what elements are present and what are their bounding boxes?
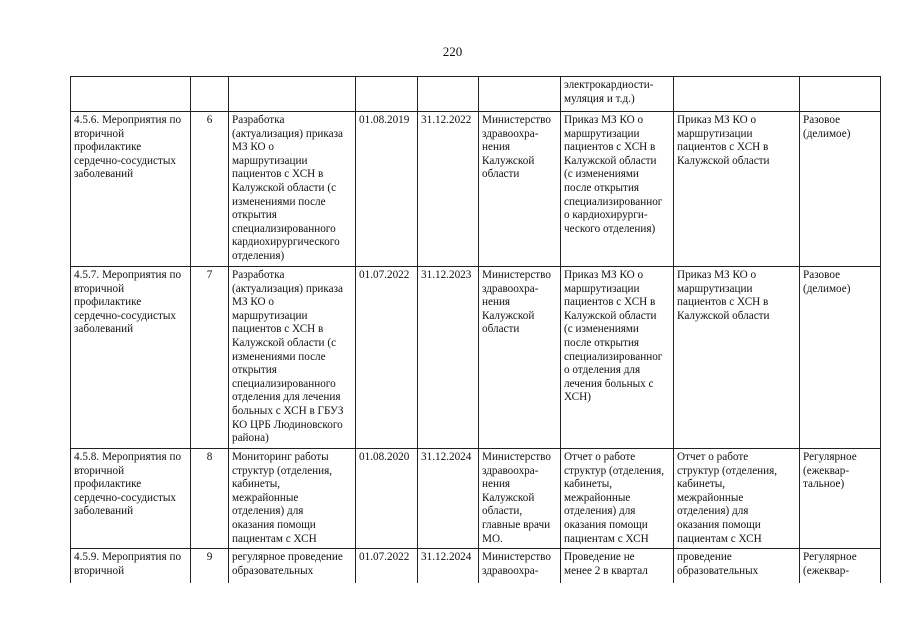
end-date-cell: 31.12.2022 xyxy=(418,112,479,267)
result-cell: Отчет о работе структур (отделения, кабинеты, межрайонные отделения) для оказания помощи пациентам с ХСН xyxy=(674,449,800,549)
document-cell: Проведение не менее 2 в квартал xyxy=(561,549,674,584)
start-date-cell xyxy=(356,77,418,112)
type-cell: Разовое (делимое) xyxy=(800,267,881,449)
number-cell: 9 xyxy=(191,549,229,584)
result-cell: Приказ МЗ КО о маршрутизации пациентов с ХСН в Калужской области xyxy=(674,112,800,267)
document-cell: Отчет о работе структур (отделения, кабинеты, межрайонные отделения) для оказания помощи пациентам с ХСН xyxy=(561,449,674,549)
number-cell: 6 xyxy=(191,112,229,267)
end-date-cell: 31.12.2024 xyxy=(418,449,479,549)
executor-cell: Министерство здравоохра- нения Калужской области xyxy=(479,112,561,267)
start-date-cell: 01.07.2022 xyxy=(356,549,418,584)
table-row xyxy=(71,267,881,449)
start-date-cell: 01.07.2022 xyxy=(356,267,418,449)
type-cell: Регулярное (ежеквар- тальное) xyxy=(800,449,881,549)
result-cell: Приказ МЗ КО о маршрутизации пациентов с ХСН в Калужской области xyxy=(674,267,800,449)
activity-cell: 4.5.8. Мероприятия по вторичной профилактике сердечно-сосудистых заболеваний xyxy=(71,449,191,549)
end-date-cell: 31.12.2023 xyxy=(418,267,479,449)
activity-cell: 4.5.6. Мероприятия по вторичной профилактике сердечно-сосудистых заболеваний xyxy=(71,112,191,267)
number-cell: 7 xyxy=(191,267,229,449)
content-cell: Разработка (актуализация) приказа МЗ КО о маршрутизации пациентов с ХСН в Калужской области (с изменениями после открытия специализированного отделения для лечения больных с ХСН в ГБУЗ КО ЦРБ Людиновского района) xyxy=(229,267,356,449)
activity-cell xyxy=(71,77,191,112)
type-cell xyxy=(800,77,881,112)
number-cell xyxy=(191,77,229,112)
content-cell: регулярное проведение образовательных xyxy=(229,549,356,584)
start-date-cell: 01.08.2020 xyxy=(356,449,418,549)
activity-cell: 4.5.7. Мероприятия по вторичной профилактике сердечно-сосудистых заболеваний xyxy=(71,267,191,449)
executor-cell xyxy=(479,77,561,112)
type-cell: Регулярное (ежеквар- xyxy=(800,549,881,584)
content-cell xyxy=(229,77,356,112)
page-number: 220 xyxy=(442,44,463,59)
document-cell: электрокардиости- муляция и т.д.) xyxy=(561,77,674,112)
document-cell: Приказ МЗ КО о маршрутизации пациентов с ХСН в Калужской области (с изменениями после открытия специализированног о кардиохирурги- ческого отделения) xyxy=(561,112,674,267)
executor-cell: Министерство здравоохра- xyxy=(479,549,561,584)
start-date-cell: 01.08.2019 xyxy=(356,112,418,267)
table-row xyxy=(71,449,881,549)
document-cell: Приказ МЗ КО о маршрутизации пациентов с ХСН в Калужской области (с изменениями после открытия специализированног о отделения для лечения больных с ХСН) xyxy=(561,267,674,449)
end-date-cell xyxy=(418,77,479,112)
executor-cell: Министерство здравоохра- нения Калужской области xyxy=(479,267,561,449)
activity-cell: 4.5.9. Мероприятия по вторичной xyxy=(71,549,191,584)
content-cell: Разработка (актуализация) приказа МЗ КО о маршрутизации пациентов с ХСН в Калужской области (с изменениями после открытия специализированного кардиохирургического отделения) xyxy=(229,112,356,267)
result-cell xyxy=(674,77,800,112)
result-cell: проведение образовательных xyxy=(674,549,800,584)
type-cell: Разовое (делимое) xyxy=(800,112,881,267)
table-row xyxy=(71,549,881,584)
executor-cell: Министерство здравоохра- нения Калужской области, главные врачи МО. xyxy=(479,449,561,549)
table-row xyxy=(71,77,881,112)
content-cell: Мониторинг работы структур (отделения, кабинеты, межрайонные отделения) для оказания помощи пациентам с ХСН xyxy=(229,449,356,549)
end-date-cell: 31.12.2024 xyxy=(418,549,479,584)
number-cell: 8 xyxy=(191,449,229,549)
table-row xyxy=(71,112,881,267)
plan-table xyxy=(70,76,881,583)
